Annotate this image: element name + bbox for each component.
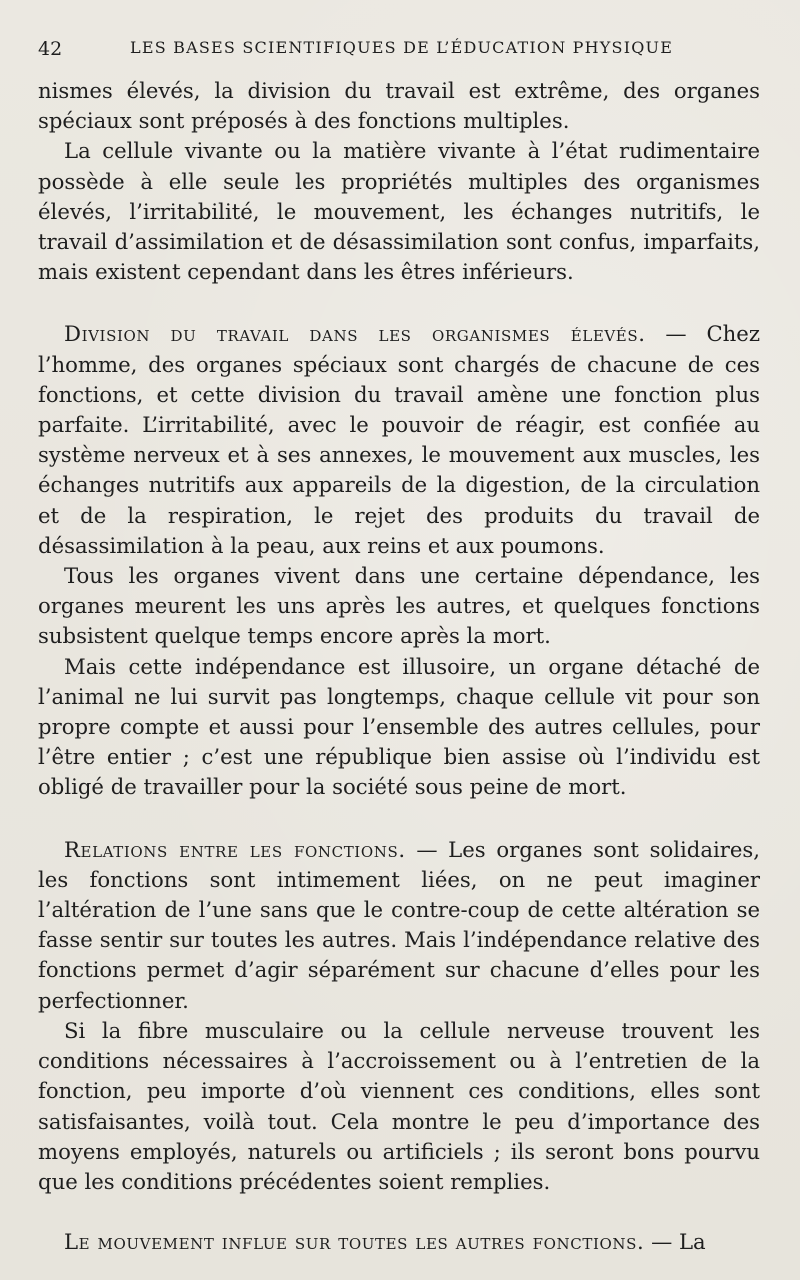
paragraph-text: Mais cette indépendance est illusoire, un organe détaché de l’animal ne lui survit pas longtemps, chaque cellule vit pour son propre compte et aussi pour l’ensemble des autres cellules, pour l’être entier ; c’est une république bien assise où l’individu est obligé de travailler pour la société sous peine de mort. <box>38 653 760 800</box>
paragraph-text: Tous les organes vivent dans une certaine dépendance, les organes meurent les uns après les autres, et quelques fonctions subsistent quelque temps encore après la mort. <box>38 563 760 649</box>
paragraph <box>38 652 760 803</box>
paragraph <box>38 136 760 287</box>
section-heading: Le mouvement influe sur toutes les autres fonctions. <box>64 1229 645 1255</box>
paragraph <box>38 561 760 652</box>
body-text <box>38 76 760 1257</box>
section-paragraph <box>38 835 760 1016</box>
paragraph <box>38 76 760 136</box>
paragraph <box>38 1016 760 1197</box>
section-paragraph <box>38 1227 760 1257</box>
section-heading: Relations entre les fonctions. <box>64 836 406 862</box>
paragraph-text: nismes élevés, la division du travail est extrême, des organes spéciaux sont préposés à des fonctions multiples. <box>38 78 760 134</box>
paragraph-text: — Les organes sont solidaires, les fonctions sont intimement liées, on ne peut imaginer l’altération de l’une sans que le contre-coup de cette altération se fasse sentir sur toutes les autres. Mais l’indépendance relative des fonctions permet d’agir séparément sur chacune d’elles pour les perfectionner. <box>38 836 760 1013</box>
running-title: LES BASES SCIENTIFIQUES DE L’ÉDUCATION PHYSIQUE <box>130 38 674 57</box>
paragraph-text: — Chez l’homme, des organes spéciaux sont chargés de chacune de ces fonctions, et cette division du travail amène une fonction plus parfaite. L’irritabilité, avec le pouvoir de réagir, est confiée au système nerveux et à ses annexes, le mouvement aux muscles, les échanges nutritifs aux appareils de la digestion, de la circulation et de la respiration, le rejet des produits du travail de désassimilation à la peau, aux reins et aux poumons. <box>38 321 760 558</box>
paragraph-text: Si la fibre musculaire ou la cellule nerveuse trouvent les conditions nécessaires à l’accroissement ou à l’entretien de la fonction, peu importe d’où viennent ces conditions, elles sont satisfaisantes, voilà tout. Cela montre le peu d’importance des moyens employés, naturels ou artificiels ; ils seront bons pourvu que les conditions précédentes soient remplies. <box>38 1017 760 1194</box>
paragraph-text: — La <box>644 1229 706 1255</box>
running-header <box>38 34 763 62</box>
paragraph-text: La cellule vivante ou la matière vivante à l’état rudimentaire possède à elle seule les propriétés multiples des organismes élevés, l’irritabilité, le mouvement, les échanges nutritifs, le travail d’assimilation et de désassimilation sont confus, imparfaits, mais existent cependant dans les êtres inférieurs. <box>38 138 760 285</box>
section-heading: Division du travail dans les organismes élevés. <box>64 321 646 347</box>
section-paragraph <box>38 319 760 561</box>
page-number: 42 <box>38 38 63 60</box>
